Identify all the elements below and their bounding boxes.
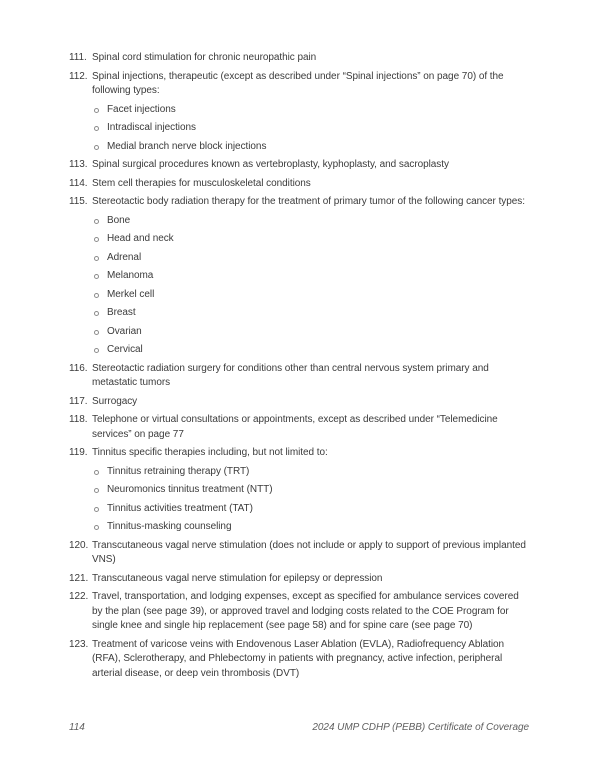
- bullet-list-item: [92, 140, 531, 155]
- item-number: 115.: [69, 196, 88, 207]
- bullet-text: Merkel cell: [107, 288, 155, 300]
- page-number: 114: [69, 722, 85, 733]
- bullet-list-item: [92, 306, 531, 321]
- page-footer: [69, 722, 529, 733]
- bullet-text: Adrenal: [107, 251, 142, 263]
- bullet-list-item: [92, 214, 531, 229]
- list-item: [69, 590, 531, 634]
- bullet-list-item: [92, 483, 531, 498]
- list-item: [69, 395, 531, 410]
- item-text: Telephone or virtual consultations or appointments, except as described under “Telemedicine services” on page 77: [92, 414, 498, 440]
- bullet-list-item: [92, 103, 531, 118]
- item-number: 112.: [69, 70, 88, 82]
- item-number: 121.: [69, 572, 89, 584]
- item-text: Spinal injections, therapeutic (except as described under “Spinal injections” on page 70) of the following types:: [92, 70, 504, 96]
- item-text: Tinnitus specific therapies including, but not limited to:: [92, 447, 328, 458]
- item-text: Spinal cord stimulation for chronic neuropathic pain: [92, 52, 317, 63]
- list-item: [69, 413, 531, 442]
- bullet-text: Breast: [107, 307, 136, 318]
- bullet-text: Melanoma: [107, 270, 154, 281]
- list-item: [69, 572, 531, 587]
- item-number: 123.: [69, 638, 89, 650]
- circle-bullet-icon: [94, 126, 99, 131]
- bullet-list-item: [92, 325, 531, 340]
- circle-bullet-icon: [94, 256, 99, 261]
- bullet-text: Intradiscal injections: [107, 122, 196, 133]
- item-number: 113.: [69, 159, 88, 170]
- circle-bullet-icon: [94, 488, 99, 493]
- bullet-text: Bone: [107, 214, 131, 226]
- list-item: [69, 177, 531, 192]
- item-number: 116.: [69, 362, 88, 374]
- list-item: [69, 51, 531, 66]
- item-text: Travel, transportation, and lodging expenses, except as specified for ambulance services covered by the plan (see page 39), or approved travel and lodging costs related to the COE Program for single knee and single hip replacement (see page 58) and for spine care (see page 70): [92, 591, 519, 631]
- circle-bullet-icon: [94, 507, 99, 512]
- circle-bullet-icon: [94, 219, 99, 224]
- bullet-list-item: [92, 251, 531, 266]
- bullet-text: Cervical: [107, 344, 143, 355]
- bullet-list-item: [92, 269, 531, 284]
- circle-bullet-icon: [94, 525, 99, 530]
- list-item: [69, 638, 531, 682]
- item-text: Stereotactic radiation surgery for conditions other than central nervous system primary and metastatic tumors: [92, 362, 489, 388]
- item-number: 114.: [69, 177, 88, 189]
- bullet-text: Tinnitus-masking counseling: [107, 521, 232, 532]
- bullet-list-item: [92, 288, 531, 303]
- circle-bullet-icon: [94, 330, 99, 335]
- list-item: [69, 539, 531, 568]
- bullet-text: Facet injections: [107, 103, 176, 115]
- bullet-text: Ovarian: [107, 325, 142, 337]
- item-text: Stem cell therapies for musculoskeletal conditions: [92, 177, 311, 189]
- circle-bullet-icon: [94, 293, 99, 298]
- item-text: Surrogacy: [92, 395, 138, 407]
- item-number: 122.: [69, 591, 89, 602]
- circle-bullet-icon: [94, 311, 99, 316]
- list-item: [69, 195, 531, 210]
- circle-bullet-icon: [94, 108, 99, 113]
- item-number: 120.: [69, 539, 89, 551]
- list-item: [69, 70, 531, 99]
- bullet-list-item: [92, 121, 531, 136]
- circle-bullet-icon: [94, 348, 99, 353]
- bullet-text: Tinnitus retraining therapy (TRT): [107, 465, 250, 477]
- circle-bullet-icon: [94, 470, 99, 475]
- item-text: Treatment of varicose veins with Endovenous Laser Ablation (EVLA), Radiofrequency Ablation (RFA), Sclerotherapy, and Phlebectomy in patients with pregnancy, active infection, peripheral arterial disease, or deep vein thrombosis (DVT): [92, 638, 505, 679]
- bullet-list-item: [92, 343, 531, 358]
- document-title: 2024 UMP CDHP (PEBB) Certificate of Coverage: [312, 722, 529, 733]
- item-text: Transcutaneous vagal nerve stimulation (does not include or apply to support of previous implanted VNS): [92, 539, 526, 565]
- exclusions-list: [69, 51, 531, 685]
- list-item: [69, 362, 531, 391]
- bullet-list-item: [92, 520, 531, 535]
- bullet-text: Tinnitus activities treatment (TAT): [107, 502, 253, 514]
- bullet-text: Neuromonics tinnitus treatment (NTT): [107, 484, 273, 495]
- bullet-list-item: [92, 465, 531, 480]
- item-text: Transcutaneous vagal nerve stimulation for epilepsy or depression: [92, 572, 383, 584]
- item-text: Spinal surgical procedures known as vertebroplasty, kyphoplasty, and sacroplasty: [92, 159, 449, 170]
- item-number: 118.: [69, 414, 88, 425]
- circle-bullet-icon: [94, 274, 99, 279]
- list-item: [69, 446, 531, 461]
- bullet-text: Head and neck: [107, 233, 174, 244]
- item-number: 119.: [69, 447, 88, 458]
- circle-bullet-icon: [94, 145, 99, 150]
- list-item: [69, 158, 531, 173]
- item-text: Stereotactic body radiation therapy for the treatment of primary tumor of the following cancer types:: [92, 196, 525, 207]
- bullet-list-item: [92, 232, 531, 247]
- item-number: 111.: [69, 52, 87, 63]
- bullet-list-item: [92, 502, 531, 517]
- item-number: 117.: [69, 395, 88, 407]
- bullet-text: Medial branch nerve block injections: [107, 140, 267, 152]
- circle-bullet-icon: [94, 237, 99, 242]
